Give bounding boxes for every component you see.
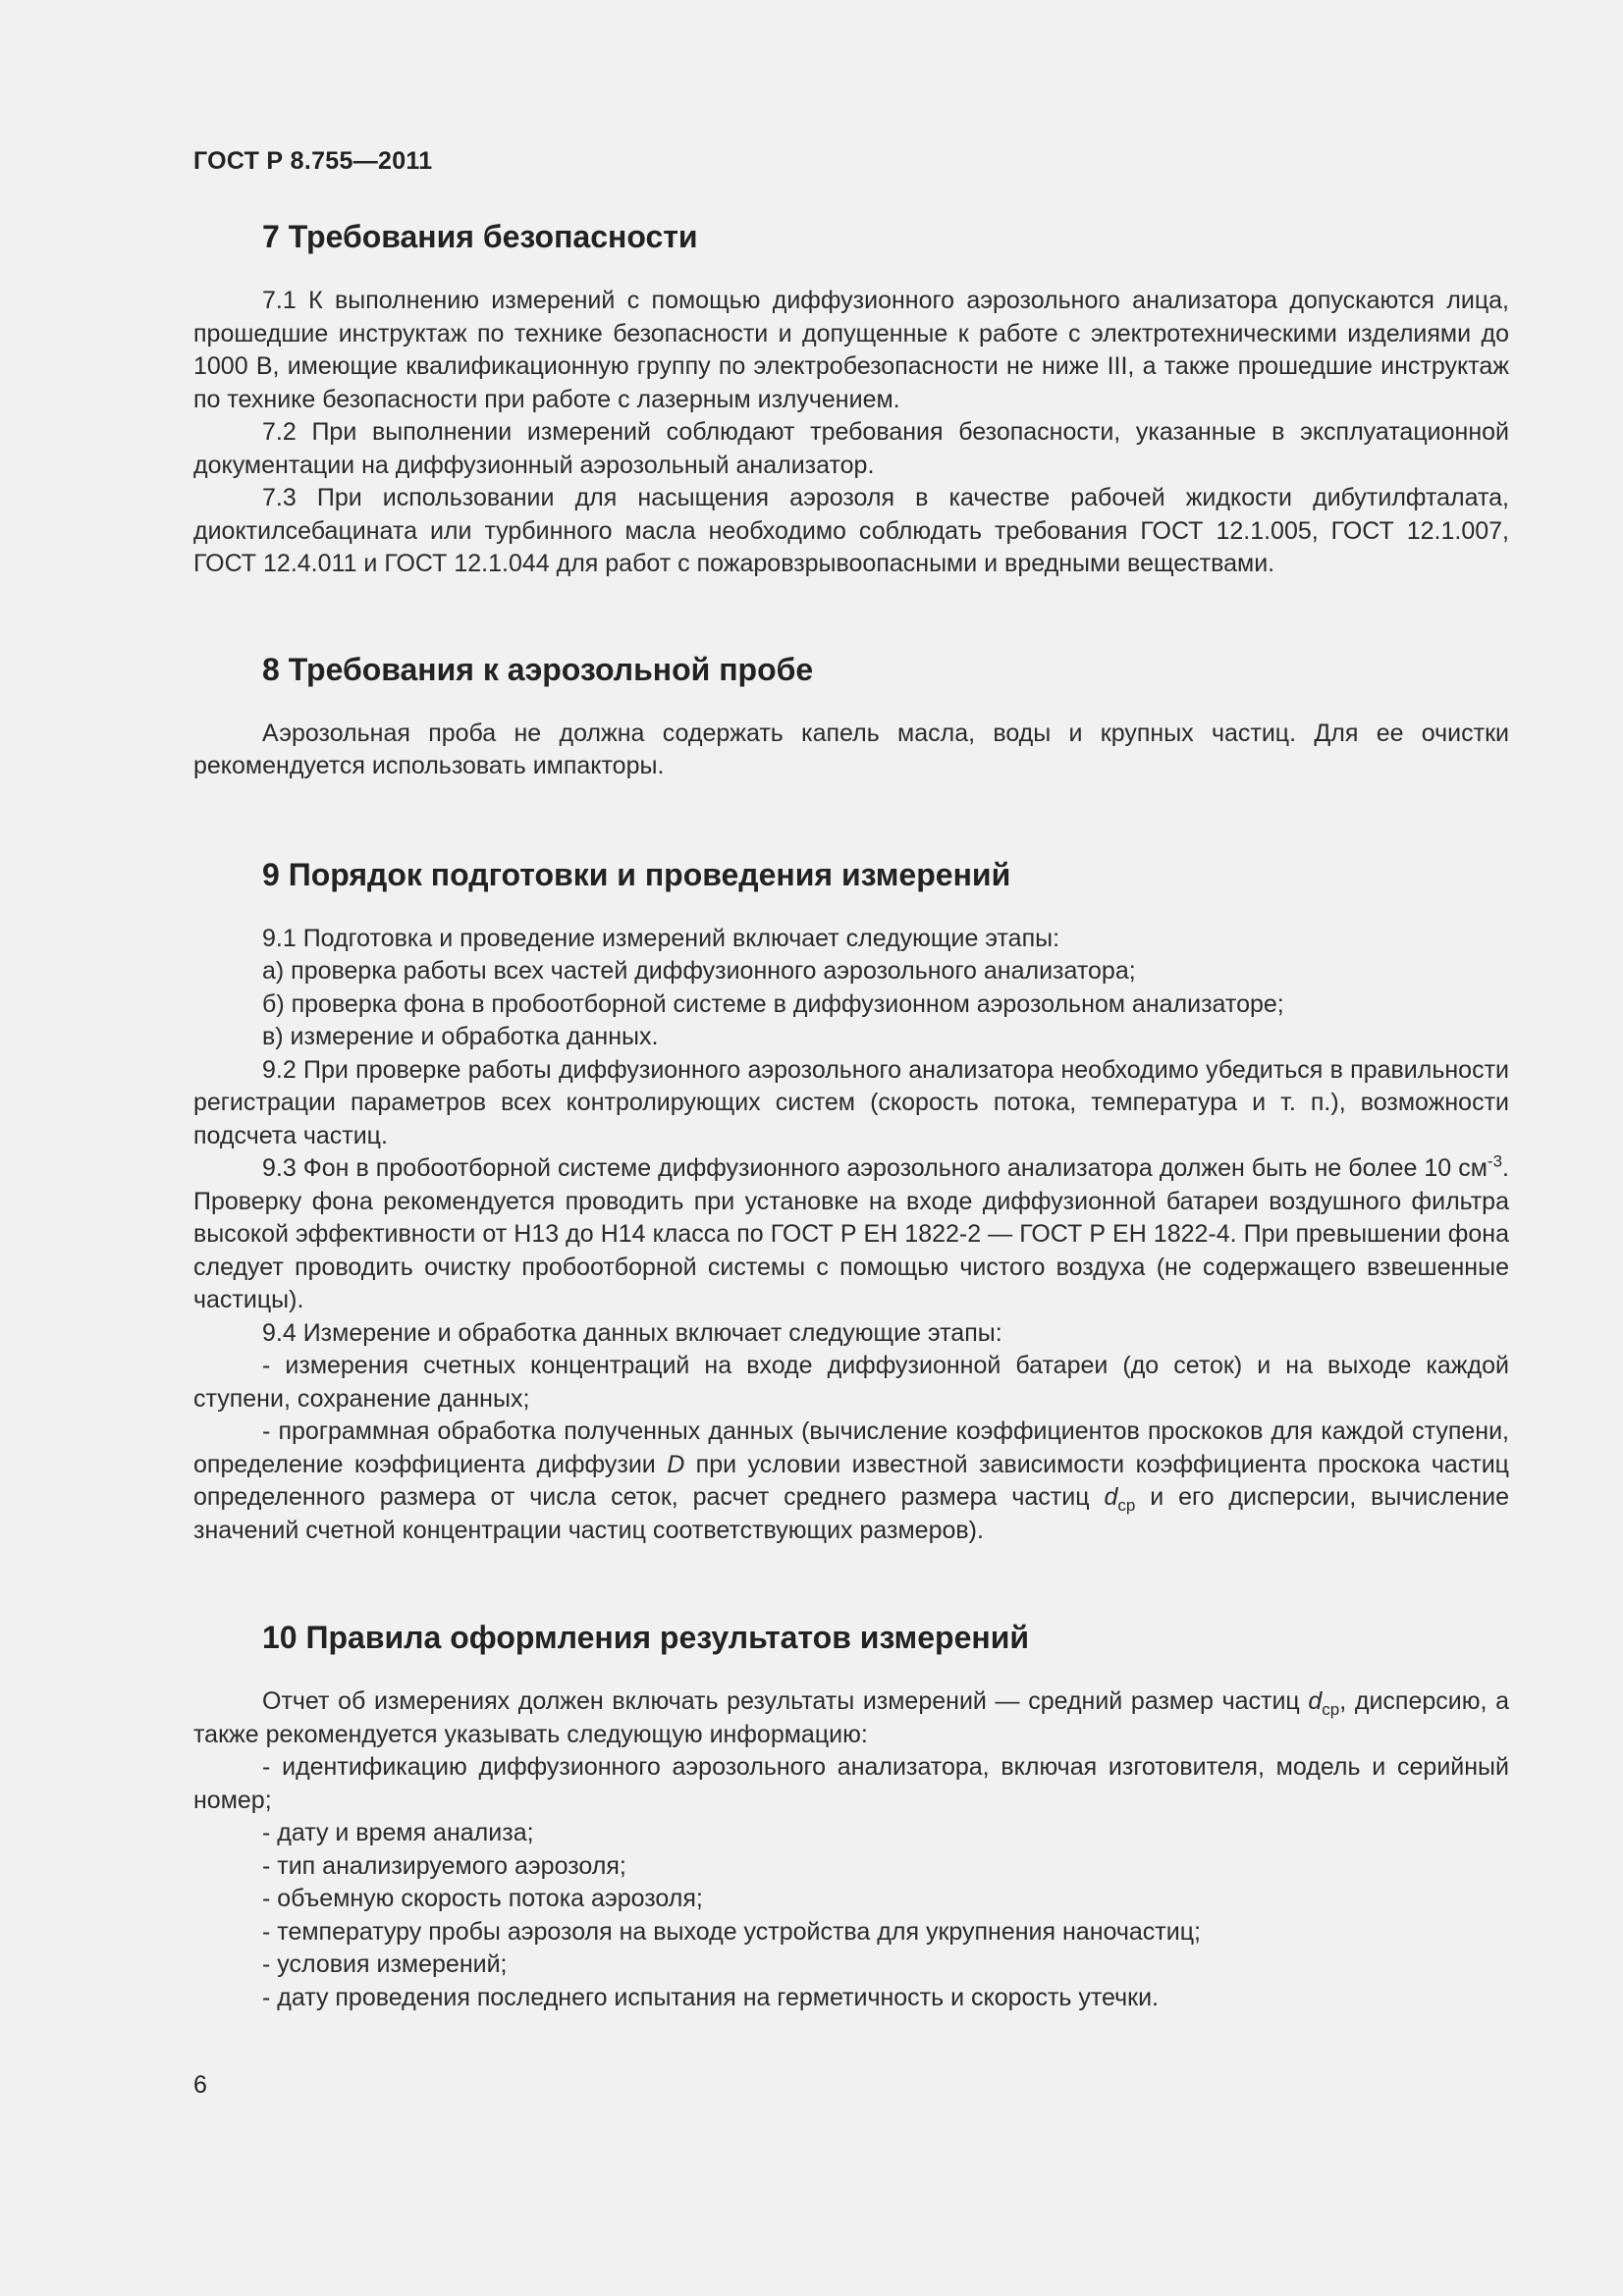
text-run: и его дисперсии, вычисление значений счетной концентрации частиц соответствующих размеров). (193, 1483, 1509, 1544)
text-run: - программная обработка полученных данных (вычисление коэффициентов проскоков для каждой ступени, определение коэффициента диффузии (193, 1417, 1509, 1478)
paragraph (193, 1152, 1509, 1317)
text-run: 9.3 Фон в пробоотборной системе диффузионного аэрозольного анализатора должен быть не более 10 см (262, 1154, 1488, 1182)
list-item: - дату и время анализа; (262, 1819, 534, 1846)
section-title: 7 Требования безопасности (262, 219, 698, 254)
list-item: - идентификацию диффузионного аэрозольного анализатора, включая изготовителя, модель и серийный номер; (193, 1753, 1509, 1814)
section-7 (193, 219, 1509, 581)
paragraph: Аэрозольная проба не должна содержать капель масла, воды и крупных частиц. Для ее очистки рекомендуется использовать импакторы. (193, 719, 1509, 779)
list-item: в) измерение и обработка данных. (262, 1023, 659, 1050)
superscript: -3 (1487, 1151, 1503, 1171)
paragraph: 9.4 Измерение и обработка данных включает следующие этапы: (262, 1318, 1002, 1347)
document-page (193, 147, 1509, 2071)
text-run: , дисперсию, а также рекомендуется указывать следующую информацию: (193, 1687, 1509, 1748)
subscript: ср (1322, 1700, 1340, 1719)
page-number: 6 (193, 2071, 207, 2099)
section-10 (193, 1620, 1509, 2014)
document-header: ГОСТ Р 8.755—2011 (193, 147, 433, 175)
math-symbol: d (1308, 1687, 1323, 1715)
section-9 (193, 857, 1509, 1548)
paragraph: 9.1 Подготовка и проведение измерений включает следующие этапы: (262, 924, 1060, 952)
section-title: 10 Правила оформления результатов измерений (262, 1620, 1030, 1655)
text-run: при условии известной зависимости коэффициента проскока частиц определенного размера от числа сеток, расчет среднего размера частиц (193, 1450, 1509, 1511)
paragraph (193, 1685, 1509, 1751)
text-run: . Проверку фона рекомендуется проводить при установке на входе диффузионной батареи воздушного фильтра высокой эффективности от Н13 до Н14 класса по ГОСТ Р ЕН 1822-2 — ГОСТ Р ЕН 1822-4. При превышении фона следует проводить очистку пробоотборной системы с помощью чистого воздуха (не содержащего взвешенные частицы). (193, 1154, 1509, 1313)
math-symbol: D (667, 1450, 685, 1478)
section-title: 8 Требования к аэрозольной пробе (262, 651, 814, 687)
section-title: 9 Порядок подготовки и проведения измерений (262, 856, 1011, 892)
list-item: - условия измерений; (262, 1950, 508, 1978)
list-item: б) проверка фона в пробоотборной системе в диффузионном аэрозольном анализаторе; (262, 989, 1284, 1018)
paragraph: 9.2 При проверке работы диффузионного аэрозольного анализатора необходимо убедиться в правильности регистрации параметров всех контролирующих систем (скорость потока, температура и т. п.), возможности подсчета частиц. (193, 1055, 1509, 1149)
list-item (193, 1415, 1509, 1547)
list-item: - дату проведения последнего испытания на герметичность и скорость утечки. (262, 1983, 1159, 2011)
list-item: а) проверка работы всех частей диффузионного аэрозольного анализатора; (262, 957, 1136, 985)
section-8 (193, 652, 1509, 783)
subscript: ср (1117, 1496, 1136, 1515)
paragraph: 7.1 К выполнению измерений с помощью диффузионного аэрозольного анализатора допускаются лица, прошедшие инструктаж по технике безопасности и допущенные к работе с электротехническими изделиями до 1000 В, имеющие квалификационную группу по электробезопасности не ниже III, а также прошедшие инструктаж по технике безопасности при работе с лазерным излучением. (193, 287, 1509, 413)
paragraph: 7.2 При выполнении измерений соблюдают требования безопасности, указанные в эксплуатационной документации на диффузионный аэрозольный анализатор. (193, 418, 1509, 479)
list-item: - измерения счетных концентраций на входе диффузионной батареи (до сеток) и на выходе каждой ступени, сохранение данных; (193, 1352, 1509, 1413)
paragraph: 7.3 При использовании для насыщения аэрозоля в качестве рабочей жидкости дибутилфталата, диоктилсебацината или турбинного масла необходимо соблюдать требования ГОСТ 12.1.005, ГОСТ 12.1.007, ГОСТ 12.4.011 и ГОСТ 12.1.044 для работ с пожаровзрывоопасными и вредными веществами. (193, 484, 1509, 577)
text-run: Отчет об измерениях должен включать результаты измерений — средний размер частиц (262, 1687, 1309, 1715)
math-symbol: d (1104, 1483, 1118, 1511)
list-item: - тип анализируемого аэрозоля; (262, 1851, 626, 1880)
list-item: - объемную скорость потока аэрозоля; (262, 1885, 703, 1912)
list-item: - температуру пробы аэрозоля на выходе устройства для укрупнения наночастиц; (262, 1917, 1201, 1946)
